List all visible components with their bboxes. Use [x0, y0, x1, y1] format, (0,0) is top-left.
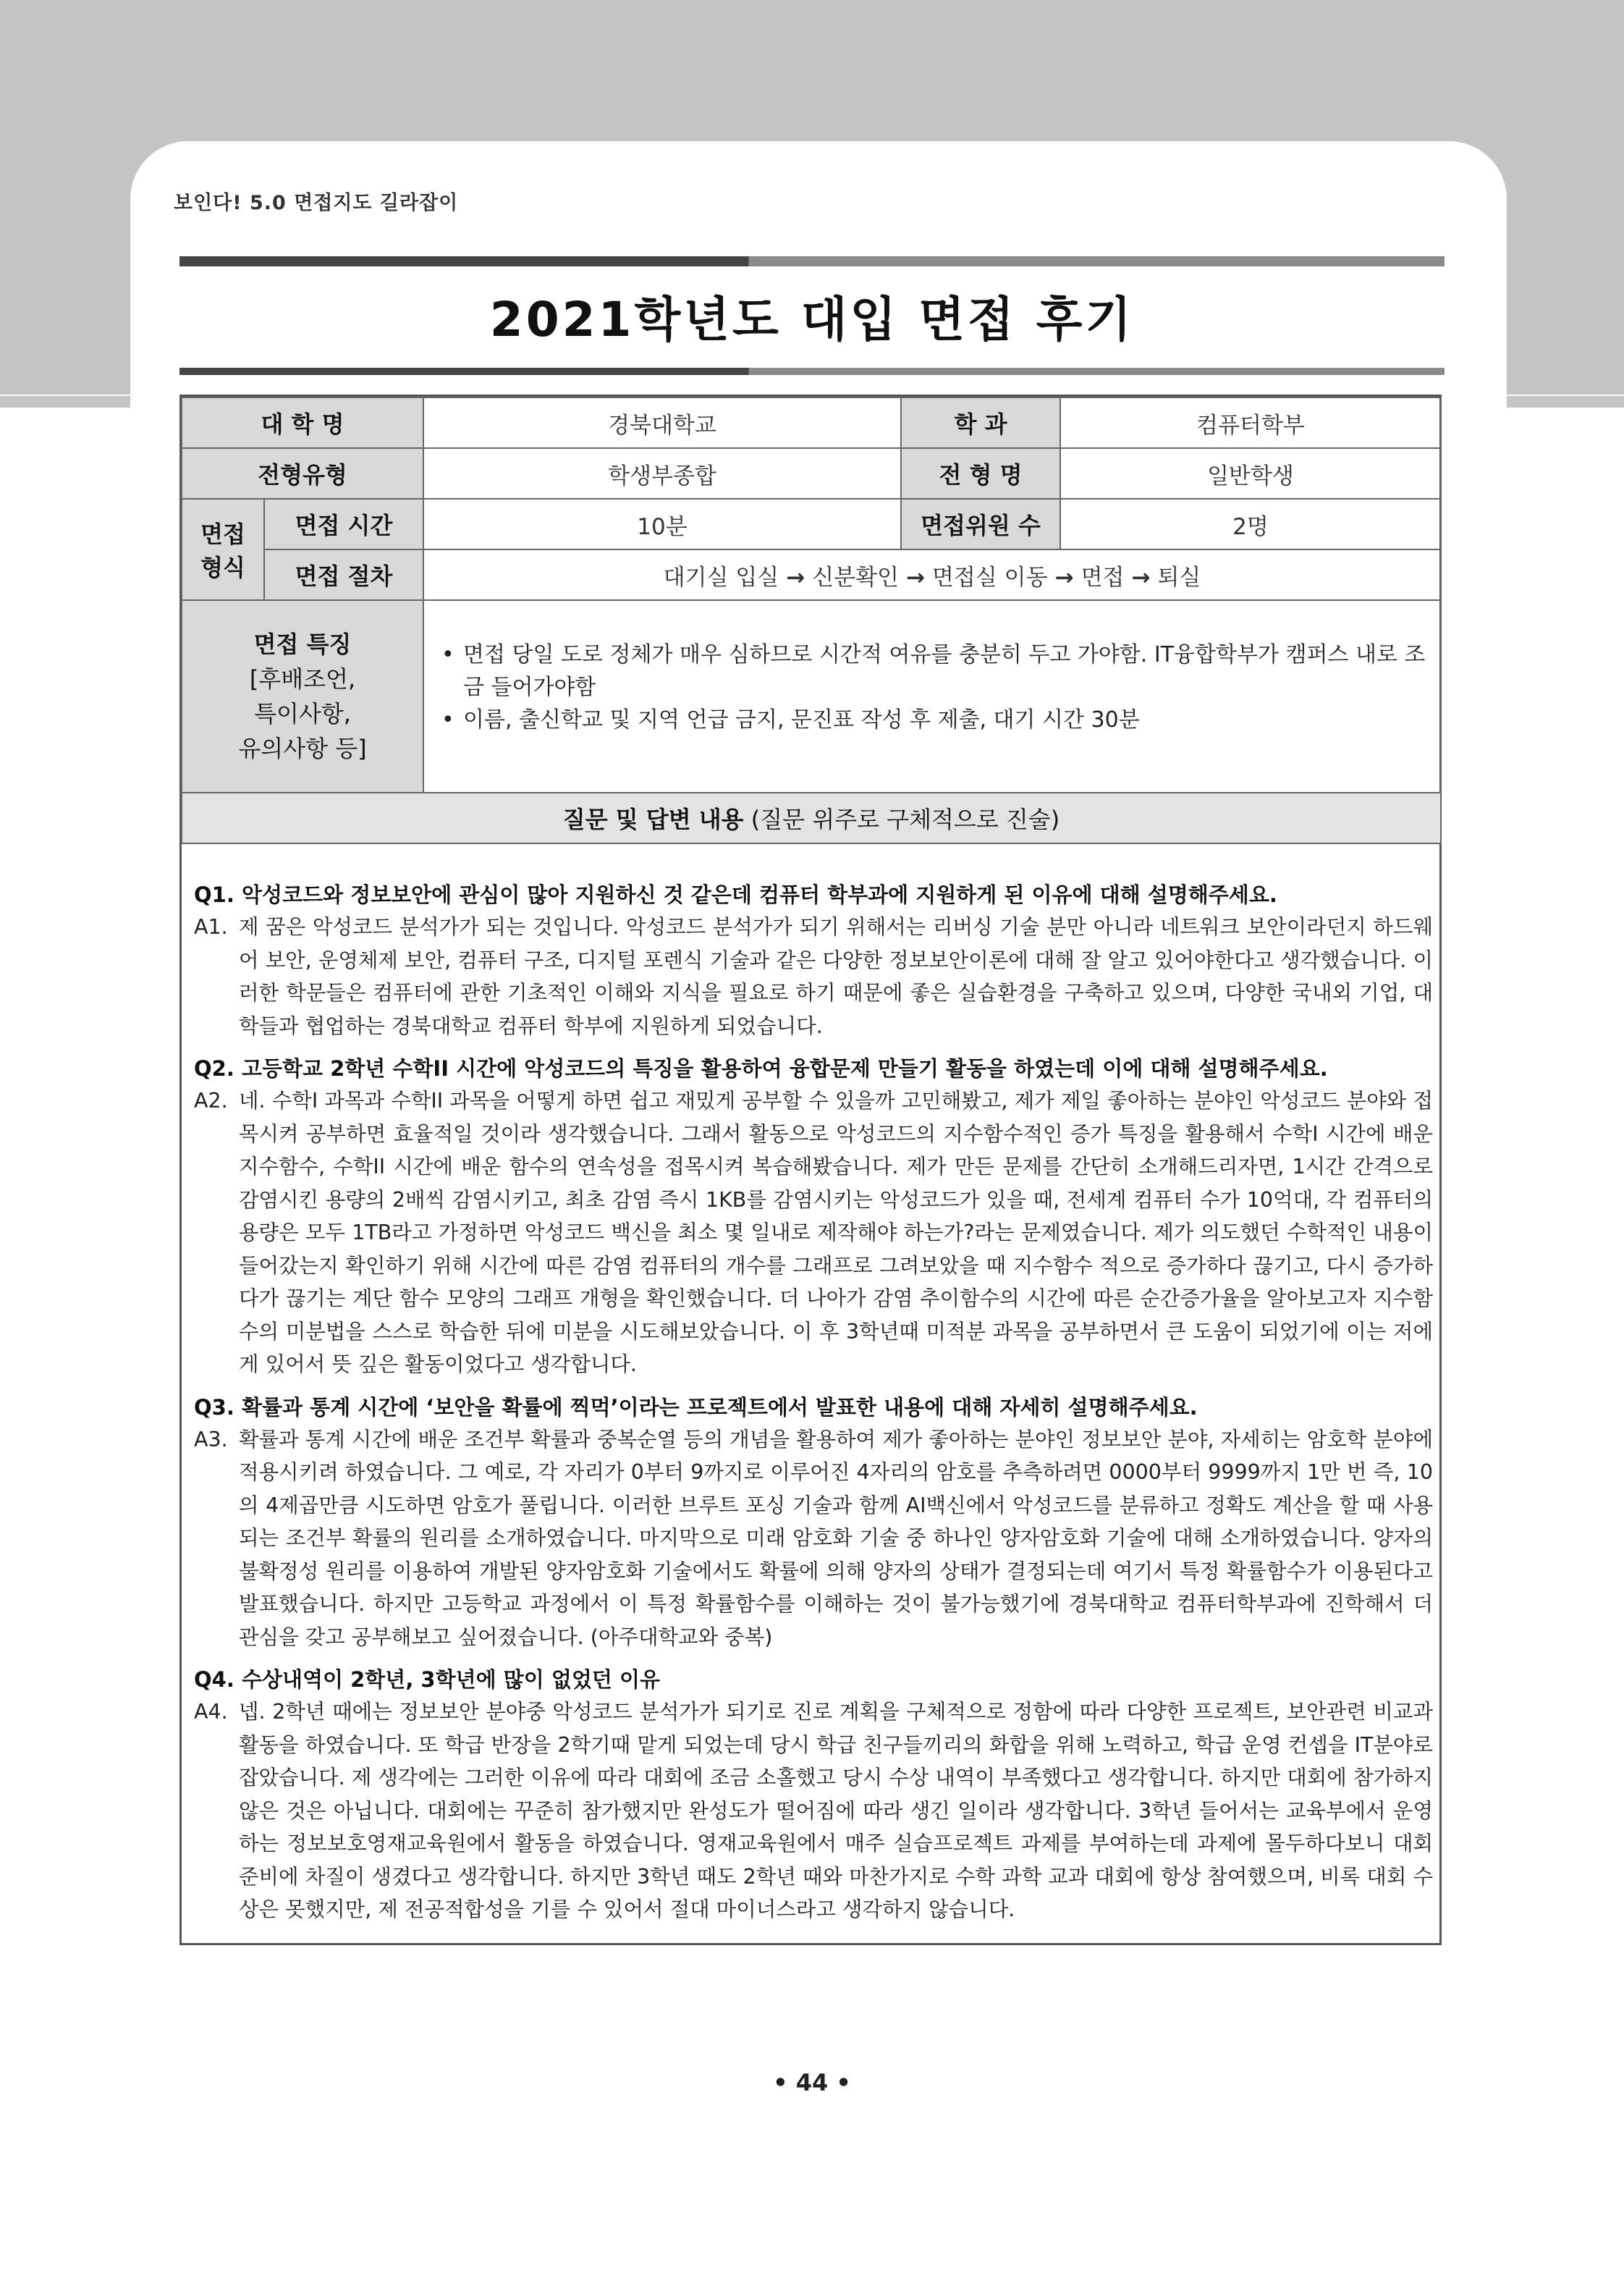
duration-value: 10분 — [423, 499, 901, 549]
department-label: 학 과 — [901, 397, 1060, 448]
answer-label: A4. — [194, 1700, 228, 1724]
format-label-line2: 형식 — [200, 554, 245, 581]
question-text: Q3. 확률과 통계 시간에 ‘보안을 확률에 찍먹’이라는 프로젝트에서 발표한 내용에 대해 자세히 설명해주세요. — [194, 1394, 1198, 1420]
procedure-step: 면접 — [1080, 564, 1125, 591]
answer-text: 제 꿈은 악성코드 분석가가 되는 것입니다. 악성코드 분석가가 되기 위해서는 리버싱 기술 분만 아니라 네트워크 보안이라던지 하드웨어 보안, 운영체제 보안, 컴퓨터 구조, 디지털 포렌식 기술과 같은 다양한 정보보안이론에 대해 잘 알고 있어야한다고 생각했습니다. 이러한 학문들은 컴퓨터에 관한 기초적인 이해와 지식을 필요로 하기 때문에 좋은 실습환경을 구축하고 있으며, 다양한 국내외 기업, 대학들과 협업하는 경북대학교 컴퓨터 학부에 지원하게 되었습니다. — [239, 915, 1433, 1038]
row-features — [182, 600, 1441, 793]
department-value: 컴퓨터학부 — [1060, 397, 1441, 448]
procedure-step: 신분확인 — [812, 564, 899, 591]
qa-item — [194, 1664, 1433, 1926]
features-label-line: 특이사항, — [254, 700, 351, 728]
title-rule-bottom — [179, 368, 1445, 375]
answer-label: A1. — [194, 915, 228, 939]
question-text: Q1. 악성코드와 정보보안에 관심이 많아 지원하신 것 같은데 컴퓨터 학부과에 지원하게 된 이유에 대해 설명해주세요. — [194, 882, 1277, 907]
feature-item — [441, 639, 1426, 704]
answer — [194, 1423, 1433, 1654]
features-label-line: 유의사항 등] — [238, 735, 367, 762]
procedure-step: 면접실 이동 — [931, 564, 1048, 591]
qa-section-subtitle: (질문 위주로 구체적으로 진술) — [750, 806, 1060, 833]
university-label: 대 학 명 — [182, 397, 423, 448]
features-value — [423, 600, 1441, 793]
qa-section-heading: 질문 및 답변 내용 — [562, 806, 744, 833]
qa-item — [194, 879, 1433, 1042]
book-header-label: 보인다! 5.0 면접지도 길라잡이 — [174, 192, 459, 214]
format-label — [182, 499, 264, 600]
answer-text: 확률과 통계 시간에 배운 조건부 확률과 중복순열 등의 개념을 활용하여 제가 좋아하는 분야인 정보보안 분야, 자세히는 암호학 분야에 적용시키려 하였습니다. 그 예로, 각 자리가 0부터 9까지로 이루어진 4자리의 암호를 추측하려면 0000부터 9999까지 1만 번 즉, 10의 4제곱만큼 시도하면 암호가 풀립니다. 이러한 브루트 포싱 기술과 함께 AI백신에서 악성코드를 분류하고 정확도 계산을 할 때 사용되는 조건부 확률의 원리를 소개하였습니다. 마지막으로 미래 암호화 기술 중 하나인 양자암호화 기술에 대해 소개하였습니다. 양자의 불확정성 원리를 이용하여 개발된 양자암호화 기술에서도 확률에 의해 양자의 상태가 결정되는데 여기서 특정 확률함수가 이용된다고 발표했습니다. 하지만 고등학교 과정에서 이 특정 확률함수를 이해하는 것이 불가능했기에 경북대학교 컴퓨터학부과에 진학해서 더 관심을 갖고 공부해보고 싶어졌습니다. (아주대학교와 중복) — [239, 1427, 1433, 1649]
qa-section-title — [182, 793, 1441, 843]
admission-name-value: 일반학생 — [1060, 448, 1441, 499]
arrow-right-icon: → — [786, 564, 805, 591]
row-section-title — [182, 793, 1441, 843]
qa-item — [194, 1053, 1433, 1381]
procedure-value — [423, 549, 1441, 600]
admission-type-label: 전형유형 — [182, 448, 423, 499]
row-admission — [182, 448, 1441, 499]
admission-type-value: 학생부종합 — [423, 448, 901, 499]
procedure-label: 면접 절차 — [264, 549, 423, 600]
question-text: Q2. 고등학교 2학년 수학II 시간에 악성코드의 특징을 활용하여 융합문제 만들기 활동을 하였는데 이에 대해 설명해주세요. — [194, 1056, 1328, 1081]
admission-name-label: 전 형 명 — [901, 448, 1060, 499]
qa-item — [194, 1391, 1433, 1654]
feature-item — [441, 704, 1426, 736]
answer-text: 넵. 2학년 때에는 정보보안 분야중 악성코드 분석가가 되기로 진로 계획을 구체적으로 정함에 따라 다양한 프로젝트, 보안관련 비교과 활동을 하였습니다. 또 학급 반장을 2학기때 맡게 되었는데 당시 학급 친구들끼리의 화합을 위해 노력하고, 학급 운영 컨셉을 IT분야로 잡았습니다. 제 생각에는 그러한 이유에 따라 대회에 조금 소홀했고 당시 수상 내역이 부족했다고 생각합니다. 하지만 대회에 참가하지 않은 것은 아닙니다. 대회에는 꾸준히 참가했지만 완성도가 떨어짐에 따라 생긴 일이라 생각합니다. 3학년 들어서는 교육부에서 운영하는 정보보호영재교육원에서 활동을 하였습니다. 영재교육원에서 매주 실습프로젝트 과제를 부여하는데 과제에 몰두하다보니 대회 준비에 차질이 생겼다고 생각합니다. 하지만 3학년 때도 2학년 때와 마찬가지로 수학 과학 교과 대회에 항상 참여했으며, 비록 대회 수상은 못했지만, 제 전공적합성을 기를 수 있어서 절대 마이너스라고 생각하지 않습니다. — [239, 1700, 1433, 1921]
procedure-step: 대기실 입실 — [663, 564, 779, 591]
features-label-line: 면접 특징 — [253, 631, 352, 658]
feature-text: 이름, 출신학교 및 지역 언급 금지, 문진표 작성 후 제출, 대기 시간 30분 — [463, 707, 1140, 733]
feature-text: 면접 당일 도로 정체가 매우 심하므로 시간적 여유를 충분히 두고 가야함. IT융합학부가 캠퍼스 내로 조금 들어가야함 — [463, 642, 1426, 700]
format-label-line1: 면접 — [200, 521, 245, 548]
arrow-right-icon: → — [1131, 564, 1151, 591]
bullet-icon: • — [441, 707, 454, 733]
answer — [194, 1084, 1433, 1381]
features-label — [182, 600, 423, 793]
row-procedure — [182, 549, 1441, 600]
bullet-icon: • — [441, 642, 454, 667]
university-value: 경북대학교 — [423, 397, 901, 448]
page-title: 2021학년도 대입 면접 후기 — [489, 292, 1135, 347]
interviewers-label: 면접위원 수 — [901, 499, 1060, 549]
procedure-step: 퇴실 — [1157, 564, 1201, 591]
row-duration — [182, 499, 1441, 549]
answer-label: A2. — [194, 1089, 228, 1113]
answer-label: A3. — [194, 1427, 228, 1451]
arrow-right-icon: → — [906, 564, 925, 591]
question-text: Q4. 수상내역이 2학년, 3학년에 많이 없었던 이유 — [194, 1667, 661, 1692]
row-university — [182, 397, 1441, 448]
answer — [194, 911, 1433, 1042]
arrow-right-icon: → — [1054, 564, 1074, 591]
duration-label: 면접 시간 — [264, 499, 423, 549]
page-number: • 44 • — [773, 2069, 851, 2097]
qa-list — [194, 875, 1433, 1937]
answer — [194, 1695, 1433, 1926]
interviewers-value: 2명 — [1060, 499, 1441, 549]
answer-text: 네. 수학I 과목과 수학II 과목을 어떻게 하면 쉽고 재밌게 공부할 수 있을까 고민해봤고, 제가 제일 좋아하는 분야인 악성코드 분야와 접목시켜 공부하면 효율적일 것이라 생각했습니다. 그래서 활동으로 악성코드의 지수함수적인 증가 특징을 활용해서 수학I 시간에 배운 지수함수, 수학II 시간에 배운 함수의 연속성을 접목시켜 복습해봤습니다. 제가 만든 문제를 간단히 소개해드리자면, 1시간 간격으로 감염시킨 용량의 2배씩 감염시키고, 최초 감염 즉시 1KB를 감염시키는 악성코드가 있을 때, 전세계 컴퓨터 수가 10억대, 각 컴퓨터의 용량은 모두 1TB라고 가정하면 악성코드 백신을 최소 몇 일내로 제작해야 하는가?라는 문제였습니다. 제가 의도했던 수학적인 내용이 들어갔는지 확인하기 위해 시간에 따른 감염 컴퓨터의 개수를 그래프로 그려보았을 때 지수함수 적으로 증가하다 끊기고, 다시 증가하다가 끊기는 계단 함수 모양의 그래프 개형을 확인했습니다. 더 나아가 감염 추이함수의 시간에 따른 순간증가율을 알아보고자 지수함수의 미분법을 스스로 학습한 뒤에 미분을 시도해보았습니다. 이 후 3학년때 미적분 과목을 공부하면서 큰 도움이 되었기에 이는 저에게 있어서 뜻 깊은 활동이었다고 생각합니다. — [239, 1089, 1433, 1376]
features-label-line: [후배조언, — [249, 665, 356, 693]
title-rule-top — [179, 256, 1445, 266]
interview-info-table — [181, 397, 1442, 844]
